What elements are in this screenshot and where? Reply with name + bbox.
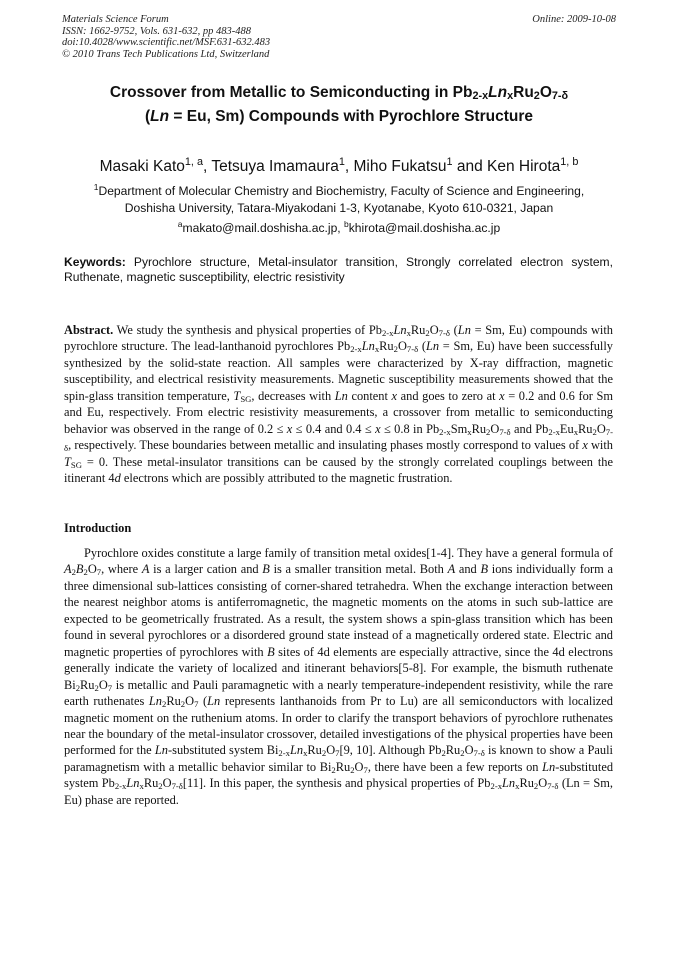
formula-sub: x bbox=[374, 344, 380, 355]
formula-sub: 7-δ bbox=[171, 781, 183, 792]
abstract-text: , respectively. These boundaries between metallic and insulating phases mostly correspond to values of bbox=[68, 438, 583, 453]
formula-text: O bbox=[162, 776, 172, 791]
formula-sub: 2-x bbox=[114, 781, 127, 792]
formula-sub: 2 bbox=[83, 567, 88, 578]
email-a[interactable]: makato@mail.doshisha.ac.jp, bbox=[182, 221, 345, 235]
formula-ln: Ln bbox=[126, 776, 140, 791]
intro-text: is a larger cation and bbox=[149, 562, 263, 577]
title-sub: 2-x bbox=[472, 90, 489, 103]
intro-text: is metallic and Pauli paramagnetic with a nearly temperature-independent resistivity, while the rare earth ruthenates bbox=[64, 677, 613, 709]
affiliation-line-1 bbox=[40, 183, 638, 200]
abstract-text: We study the synthesis and physical properties of Pb bbox=[113, 323, 382, 337]
symbol-b: B bbox=[262, 562, 270, 577]
symbol-b: B bbox=[75, 562, 84, 577]
formula-text: Ru bbox=[578, 421, 593, 436]
formula-sub: 2-x bbox=[278, 748, 290, 759]
formula-text: Ru bbox=[471, 421, 487, 436]
formula-text: Ru bbox=[335, 759, 351, 774]
formula-text: Eu bbox=[559, 421, 574, 436]
formula-sub: 7-δ bbox=[438, 327, 450, 338]
keywords bbox=[64, 255, 613, 286]
formula-text: O bbox=[464, 743, 474, 758]
formula-sub: 2 bbox=[158, 781, 163, 792]
formula-sub: 2 bbox=[162, 698, 167, 709]
formula-text: Ru bbox=[445, 743, 461, 758]
formula-sub: SG bbox=[240, 393, 252, 404]
formula-sub: 7 bbox=[107, 682, 113, 693]
formula-ln: Ln bbox=[457, 323, 471, 337]
formula-sub: 7 bbox=[363, 764, 368, 775]
email-line bbox=[40, 220, 638, 237]
formula-sub: 2-x bbox=[439, 426, 451, 437]
title-sub: x bbox=[507, 90, 514, 103]
formula-sub: x bbox=[139, 781, 144, 792]
formula-sub: 2 bbox=[592, 426, 597, 437]
formula-sub: 2 bbox=[75, 682, 81, 693]
title-text: O bbox=[539, 84, 552, 101]
formula-sub: 2 bbox=[331, 764, 336, 775]
formula-sub: 2 bbox=[94, 682, 99, 693]
intro-text: , there have been a few reports on bbox=[367, 759, 543, 774]
symbol-a: A bbox=[447, 562, 456, 577]
intro-text: (Ln = Sm, Eu) phase are reported. bbox=[64, 776, 613, 807]
formula-sub: 2-x bbox=[350, 344, 362, 355]
symbol-x: x bbox=[286, 421, 293, 436]
formula-text: O bbox=[87, 562, 97, 577]
affiliation-text: Department of Molecular Chemistry and Biochemistry, Faculty of Science and Engineering, bbox=[98, 184, 585, 198]
formula-sub: 2 bbox=[321, 748, 327, 759]
email-sup: b bbox=[344, 219, 349, 230]
formula-text: O bbox=[397, 339, 407, 354]
title-sub: 2 bbox=[533, 90, 540, 103]
formula-text: O bbox=[596, 421, 606, 436]
title-text: Crossover from Metallic to Semiconducting in Pb bbox=[109, 84, 473, 101]
doi-line[interactable]: doi:10.4028/www.scientific.net/MSF.631-632.483 bbox=[62, 37, 271, 49]
symbol-a: A bbox=[64, 562, 72, 577]
abstract-text: ≤ 0.8 in Pb bbox=[380, 421, 440, 436]
author-name: , Tetsuya Imamaura bbox=[203, 158, 339, 175]
formula-text: Ru bbox=[80, 677, 95, 692]
abstract-label: Abstract. bbox=[64, 323, 114, 337]
symbol-a: A bbox=[141, 562, 150, 577]
copyright-line: © 2010 Trans Tech Publications Ltd, Switzerland bbox=[62, 48, 270, 60]
author-affil-sup: 1, b bbox=[560, 156, 579, 169]
formula-text: O bbox=[429, 323, 439, 337]
formula-ln: Ln bbox=[289, 743, 304, 758]
introduction-paragraph bbox=[64, 545, 613, 808]
formula-ln: Ln bbox=[542, 759, 556, 774]
introduction-heading: Introduction bbox=[64, 521, 132, 535]
formula-sub: 2-x bbox=[381, 327, 394, 338]
formula-text: Ru bbox=[379, 339, 394, 354]
abstract-text: = 0.2 and 0.6 for Sm and Eu, respectively. From electric resistivity measurements, a crossover from metallic to semiconducting behavior was observed in the range of 0.2 ≤ bbox=[64, 388, 614, 436]
formula-sub: 2 bbox=[486, 426, 491, 437]
intro-text: ions individually form a three dimensional sub-lattices consisting of corner-shared tetrahedra. When the exchange interaction between the nearest neighbor atoms is antiferromagnetic, the magnetic moments on the atoms in such sub-lattice are expected to be geometrically frustrated. As a result, the system shows a spin-glass transition which has been found in several pyrochlores or a disordered ground state instead of a magnetically ordered state. Electric and magnetic properties of pyrochlores with bbox=[64, 562, 613, 659]
author-affil-sup: 1, a bbox=[184, 156, 203, 169]
email-b[interactable]: khirota@mail.doshisha.ac.jp bbox=[348, 221, 501, 235]
intro-text: [9, 10]. Although Pb bbox=[339, 743, 442, 758]
symbol-x: x bbox=[391, 388, 398, 403]
formula-ln: Ln bbox=[426, 339, 440, 354]
formula-sub: x bbox=[467, 426, 472, 437]
abstract-text: and goes to zero at bbox=[397, 388, 500, 403]
affiliation-sup: 1 bbox=[93, 182, 99, 193]
symbol-t: T bbox=[64, 454, 71, 469]
abstract-text: ( bbox=[449, 323, 458, 337]
formula-sub: 2 bbox=[533, 781, 539, 792]
formula-text: O bbox=[185, 694, 195, 709]
formula-ln: Ln bbox=[154, 743, 168, 758]
affiliation-line-2: Doshisha University, Tatara-Miyakodani 1-3, Kyotanabe, Kyoto 610-0321, Japan bbox=[124, 201, 554, 215]
formula-ln: Ln bbox=[393, 323, 407, 337]
formula-text: O bbox=[98, 677, 108, 692]
abstract-text: content bbox=[347, 388, 392, 403]
intro-text: sites of 4d elements are especially attractive, since the 4d electrons generally indicate the variety of localized and itinerant behaviors[5-8]. For example, the bismuth ruthenate Bi bbox=[64, 644, 613, 692]
symbol-x: x bbox=[375, 421, 381, 436]
abstract-text: electrons which are possibly attributed to the magnetic frustration. bbox=[120, 471, 453, 486]
paper-title-line-2 bbox=[40, 107, 638, 126]
author-list bbox=[40, 157, 638, 177]
formula-sub: 2 bbox=[350, 764, 355, 775]
abstract bbox=[64, 322, 613, 487]
formula-sub: 7-δ bbox=[406, 344, 419, 355]
intro-text: -substituted system Pb bbox=[64, 759, 614, 791]
formula-text: O bbox=[354, 759, 364, 774]
symbol-x: x bbox=[499, 388, 505, 403]
intro-text: [11]. In this paper, the synthesis and physical properties of Pb bbox=[182, 776, 491, 791]
formula-sub: x bbox=[573, 426, 579, 437]
keywords-text: Pyrochlore structure, Metal-insulator transition, Strongly correlated electron system, Ruthenate, magnetic susceptibility, electric resistivity bbox=[64, 255, 613, 285]
formula-sub: 2 bbox=[71, 567, 76, 578]
formula-sub: 7 bbox=[96, 567, 102, 578]
title-ln: Ln bbox=[150, 108, 170, 125]
intro-text: Pyrochlore oxides constitute a large family of transition metal oxides[1-4]. They have a general formula of bbox=[84, 546, 613, 560]
paper-title-line-1 bbox=[40, 83, 638, 102]
author-affil-sup: 1 bbox=[446, 156, 453, 169]
keywords-label: Keywords: bbox=[64, 255, 126, 269]
formula-ln: Ln bbox=[361, 339, 375, 354]
formula-sub: 7-δ bbox=[547, 781, 559, 792]
symbol-d: d bbox=[114, 471, 121, 486]
abstract-text: , decreases with bbox=[251, 388, 335, 403]
symbol-b: B bbox=[267, 644, 275, 659]
formula-sub: 2 bbox=[441, 748, 446, 759]
abstract-text: = 0. These metal-insulator transitions can be caused by the strongly correlated couplings between the itinerant 4 bbox=[64, 454, 613, 486]
abstract-text: with bbox=[587, 438, 613, 453]
formula-sub: 7 bbox=[194, 698, 199, 709]
formula-text: Ru bbox=[307, 743, 322, 758]
formula-text: O bbox=[326, 743, 336, 758]
formula-ln: Ln bbox=[502, 776, 516, 791]
email-sup: a bbox=[177, 219, 183, 230]
abstract-text: ( bbox=[418, 339, 427, 354]
formula-sub: SG bbox=[70, 459, 82, 470]
formula-ln: Ln bbox=[207, 694, 221, 709]
formula-sub: 2 bbox=[460, 748, 465, 759]
title-text: Ru bbox=[513, 84, 534, 101]
formula-text: Ru bbox=[410, 323, 426, 337]
author-name: Masaki Kato bbox=[99, 158, 185, 175]
formula-text: Sm bbox=[450, 421, 468, 436]
issn-line: ISSN: 1662-9752, Vols. 631-632, pp 483-488 bbox=[62, 25, 251, 37]
formula-ln: Ln bbox=[148, 694, 162, 709]
formula-text: Ru bbox=[519, 776, 534, 791]
journal-header bbox=[62, 14, 616, 60]
intro-text: represents lanthanoids from Pr to Lu) are all semiconductors with localized magnetic moment on the ruthenium atoms. In order to clarify the transport behaviors of pyrochlore ruthenates near the boundary of the metal-insulator crossover, detailed investigations of the physical properties have been performed for the bbox=[64, 694, 613, 758]
formula-sub: 2 bbox=[180, 698, 186, 709]
formula-ln: Ln bbox=[334, 388, 348, 403]
intro-text: ( bbox=[198, 694, 208, 709]
abstract-text: = Sm, Eu) have been successfully synthesized by the solid-state reaction. All samples were characterized by X-ray diffraction, magnetic susceptibility, and electrical resistivity measurements. Magnetic susceptibility measurements showed that the spin-glass transition temperature, bbox=[64, 339, 614, 403]
intro-text: -substituted system Bi bbox=[168, 743, 279, 758]
title-text: = Eu, Sm) Compounds with Pyrochlore Structure bbox=[169, 108, 533, 125]
abstract-text: ≤ 0.4 and 0.4 ≤ bbox=[292, 421, 376, 436]
formula-sub: 7-δ bbox=[473, 748, 485, 759]
formula-sub: 2 bbox=[425, 327, 430, 338]
formula-sub: 7 bbox=[335, 748, 340, 759]
formula-sub: 2-x bbox=[490, 781, 503, 792]
formula-sub: x bbox=[303, 748, 308, 759]
abstract-text: = Sm, Eu) compounds with pyrochlore structure. The lead-lanthanoid pyrochlores Pb bbox=[64, 323, 613, 354]
journal-name: Materials Science Forum bbox=[62, 14, 169, 25]
formula-text: O bbox=[538, 776, 548, 791]
formula-sub: 7-δ bbox=[499, 426, 511, 437]
formula-sub: 2-x bbox=[548, 426, 560, 437]
online-date: Online: 2009-10-08 bbox=[532, 14, 616, 25]
formula-sub: x bbox=[406, 327, 411, 338]
formula-sub: x bbox=[515, 781, 520, 792]
formula-text: Ru bbox=[143, 776, 159, 791]
symbol-t: T bbox=[233, 388, 241, 403]
intro-text: is a smaller transition metal. Both bbox=[269, 562, 448, 577]
intro-text: is known to show a Pauli paramagnetism with a metallic behavior similar to Bi bbox=[64, 743, 613, 774]
title-text: ( bbox=[145, 108, 151, 125]
author-name: and Ken Hirota bbox=[452, 158, 561, 175]
formula-text: Ru bbox=[166, 694, 181, 709]
abstract-text: and Pb bbox=[510, 421, 549, 436]
intro-text: , where bbox=[101, 562, 142, 577]
formula-sub: 7-δ bbox=[64, 426, 613, 454]
formula-sub: 2 bbox=[393, 344, 398, 355]
intro-text: and bbox=[455, 562, 481, 577]
symbol-x: x bbox=[582, 438, 588, 453]
author-affil-sup: 1 bbox=[338, 156, 345, 169]
formula-text: O bbox=[490, 421, 500, 436]
symbol-b: B bbox=[480, 562, 489, 577]
title-ln: Ln bbox=[488, 84, 508, 101]
title-sub: 7-δ bbox=[551, 90, 569, 103]
author-name: , Miho Fukatsu bbox=[344, 158, 447, 175]
